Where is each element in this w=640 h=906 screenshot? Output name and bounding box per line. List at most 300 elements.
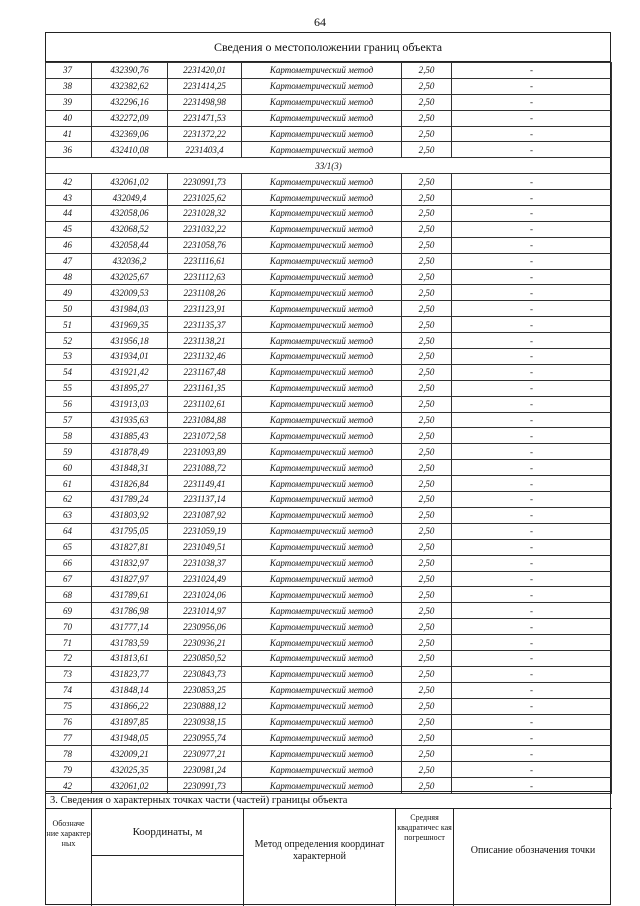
- error: 2,50: [402, 730, 452, 746]
- table-row: [46, 444, 612, 460]
- method: Картометрический метод: [242, 301, 402, 317]
- header-method: Метод определения координат характерной: [244, 809, 396, 906]
- coord-y: 2230938,15: [168, 714, 242, 730]
- description: -: [452, 714, 612, 730]
- coord-x: 431823,77: [92, 666, 168, 682]
- method: Картометрический метод: [242, 603, 402, 619]
- coord-x: 432049,4: [92, 190, 168, 206]
- coord-y: 2231102,61: [168, 396, 242, 412]
- table-row: [46, 460, 612, 476]
- description: -: [452, 396, 612, 412]
- method: Картометрический метод: [242, 269, 402, 285]
- coord-x: 431934,01: [92, 349, 168, 365]
- method: Картометрический метод: [242, 364, 402, 380]
- coord-y: 2231149,41: [168, 476, 242, 492]
- method: Картометрический метод: [242, 285, 402, 301]
- error: 2,50: [402, 396, 452, 412]
- coord-y: 2231084,88: [168, 412, 242, 428]
- error: 2,50: [402, 587, 452, 603]
- table-row: [46, 555, 612, 571]
- error: 2,50: [402, 666, 452, 682]
- coord-y: 2231372,22: [168, 126, 242, 142]
- table-row: [46, 63, 612, 79]
- point-number: 71: [46, 635, 92, 651]
- point-number: 67: [46, 571, 92, 587]
- description: -: [452, 523, 612, 539]
- point-number: 77: [46, 730, 92, 746]
- coord-x: 431895,27: [92, 380, 168, 396]
- coord-y: 2231028,32: [168, 206, 242, 222]
- table-row: [46, 523, 612, 539]
- point-number: 62: [46, 492, 92, 508]
- coord-y: 2230956,06: [168, 619, 242, 635]
- coord-x: 431866,22: [92, 698, 168, 714]
- coord-y: 2231108,26: [168, 285, 242, 301]
- description: -: [452, 619, 612, 635]
- error: 2,50: [402, 63, 452, 79]
- coord-x: 432025,35: [92, 762, 168, 778]
- table-row: [46, 221, 612, 237]
- error: 2,50: [402, 523, 452, 539]
- error: 2,50: [402, 507, 452, 523]
- coord-y: 2231014,97: [168, 603, 242, 619]
- point-number: 38: [46, 78, 92, 94]
- description: -: [452, 571, 612, 587]
- coord-x: 431813,61: [92, 650, 168, 666]
- error: 2,50: [402, 78, 452, 94]
- coord-y: 2231072,58: [168, 428, 242, 444]
- table-row: [46, 301, 612, 317]
- error: 2,50: [402, 142, 452, 158]
- description: -: [452, 63, 612, 79]
- error: 2,50: [402, 253, 452, 269]
- method: Картометрический метод: [242, 110, 402, 126]
- description: -: [452, 412, 612, 428]
- table-row: [46, 94, 612, 110]
- coord-y: 2231138,21: [168, 333, 242, 349]
- method: Картометрический метод: [242, 94, 402, 110]
- point-number: 78: [46, 746, 92, 762]
- table-row: [46, 635, 612, 651]
- coord-y: 2231049,51: [168, 539, 242, 555]
- error: 2,50: [402, 746, 452, 762]
- coord-y: 2230853,25: [168, 682, 242, 698]
- table-row: [46, 682, 612, 698]
- table-row: [46, 269, 612, 285]
- point-number: 54: [46, 364, 92, 380]
- error: 2,50: [402, 349, 452, 365]
- method: Картометрический метод: [242, 333, 402, 349]
- point-number: 49: [46, 285, 92, 301]
- error: 2,50: [402, 650, 452, 666]
- error: 2,50: [402, 460, 452, 476]
- point-number: 70: [46, 619, 92, 635]
- error: 2,50: [402, 714, 452, 730]
- table-row: [46, 587, 612, 603]
- description: -: [452, 698, 612, 714]
- error: 2,50: [402, 762, 452, 778]
- point-number: 64: [46, 523, 92, 539]
- method: Картометрический метод: [242, 190, 402, 206]
- coord-x: 432068,52: [92, 221, 168, 237]
- method: Картометрический метод: [242, 746, 402, 762]
- point-number: 37: [46, 63, 92, 79]
- description: -: [452, 253, 612, 269]
- point-number: 75: [46, 698, 92, 714]
- error: 2,50: [402, 317, 452, 333]
- point-number: 76: [46, 714, 92, 730]
- coord-y: 2231135,37: [168, 317, 242, 333]
- table-row: [46, 507, 612, 523]
- point-number: 63: [46, 507, 92, 523]
- description: -: [452, 237, 612, 253]
- coord-x: 431984,03: [92, 301, 168, 317]
- point-number: 46: [46, 237, 92, 253]
- coord-x: 432061,02: [92, 778, 168, 794]
- coord-x: 431795,05: [92, 523, 168, 539]
- description: -: [452, 666, 612, 682]
- description: -: [452, 460, 612, 476]
- method: Картометрический метод: [242, 126, 402, 142]
- method: Картометрический метод: [242, 730, 402, 746]
- boundary-points-table: [45, 62, 612, 794]
- point-number: 69: [46, 603, 92, 619]
- coord-y: 2231132,46: [168, 349, 242, 365]
- coord-x: 432009,53: [92, 285, 168, 301]
- point-number: 58: [46, 428, 92, 444]
- method: Картометрический метод: [242, 142, 402, 158]
- coord-x: 431956,18: [92, 333, 168, 349]
- error: 2,50: [402, 778, 452, 794]
- table-row: [46, 317, 612, 333]
- point-number: 65: [46, 539, 92, 555]
- table-row: [46, 126, 612, 142]
- description: -: [452, 94, 612, 110]
- method: Картометрический метод: [242, 587, 402, 603]
- coord-x: 431777,14: [92, 619, 168, 635]
- description: -: [452, 492, 612, 508]
- point-number: 73: [46, 666, 92, 682]
- description: -: [452, 380, 612, 396]
- coord-x: 431786,98: [92, 603, 168, 619]
- point-number: 50: [46, 301, 92, 317]
- point-number: 51: [46, 317, 92, 333]
- point-number: 36: [46, 142, 92, 158]
- coord-y: 2231038,37: [168, 555, 242, 571]
- coord-y: 2230981,24: [168, 762, 242, 778]
- error: 2,50: [402, 539, 452, 555]
- table-row: [46, 650, 612, 666]
- coord-y: 2231088,72: [168, 460, 242, 476]
- description: -: [452, 762, 612, 778]
- description: -: [452, 555, 612, 571]
- error: 2,50: [402, 476, 452, 492]
- section3-title: 3. Сведения о характерных точках части (частей) границы объекта: [46, 791, 612, 809]
- method: Картометрический метод: [242, 635, 402, 651]
- description: -: [452, 285, 612, 301]
- table-row: [46, 110, 612, 126]
- table-row: [46, 666, 612, 682]
- subheader-label: 3З/1(3): [46, 158, 612, 174]
- table-row: [46, 237, 612, 253]
- header-error: Средняя квадратичес кая погрешност: [396, 809, 454, 906]
- table-row: [46, 364, 612, 380]
- section3-table-header: [46, 809, 612, 906]
- error: 2,50: [402, 126, 452, 142]
- description: -: [452, 317, 612, 333]
- point-number: 52: [46, 333, 92, 349]
- method: Картометрический метод: [242, 698, 402, 714]
- method: Картометрический метод: [242, 682, 402, 698]
- method: Картометрический метод: [242, 206, 402, 222]
- description: -: [452, 349, 612, 365]
- table-row: [46, 285, 612, 301]
- description: -: [452, 635, 612, 651]
- method: Картометрический метод: [242, 571, 402, 587]
- description: -: [452, 78, 612, 94]
- coord-y: 2230977,21: [168, 746, 242, 762]
- table-row: [46, 746, 612, 762]
- table-row: [46, 174, 612, 190]
- method: Картометрический метод: [242, 762, 402, 778]
- point-number: 45: [46, 221, 92, 237]
- method: Картометрический метод: [242, 349, 402, 365]
- coord-y: 2231420,01: [168, 63, 242, 79]
- description: -: [452, 603, 612, 619]
- coord-y: 2230991,73: [168, 778, 242, 794]
- method: Картометрический метод: [242, 476, 402, 492]
- method: Картометрический метод: [242, 460, 402, 476]
- error: 2,50: [402, 110, 452, 126]
- description: -: [452, 333, 612, 349]
- section-title: Сведения о местоположении границ объекта: [46, 33, 610, 62]
- header-coordinates: [92, 809, 244, 906]
- coord-y: 2231024,06: [168, 587, 242, 603]
- table-row: [46, 730, 612, 746]
- point-number: 72: [46, 650, 92, 666]
- error: 2,50: [402, 492, 452, 508]
- error: 2,50: [402, 380, 452, 396]
- error: 2,50: [402, 682, 452, 698]
- coord-y: 2230955,74: [168, 730, 242, 746]
- coord-y: 2231161,35: [168, 380, 242, 396]
- coord-x: 432382,62: [92, 78, 168, 94]
- description: -: [452, 110, 612, 126]
- coord-y: 2231093,89: [168, 444, 242, 460]
- method: Картометрический метод: [242, 396, 402, 412]
- error: 2,50: [402, 364, 452, 380]
- point-number: 60: [46, 460, 92, 476]
- error: 2,50: [402, 237, 452, 253]
- point-number: 47: [46, 253, 92, 269]
- error: 2,50: [402, 94, 452, 110]
- error: 2,50: [402, 174, 452, 190]
- coord-x: 431827,81: [92, 539, 168, 555]
- point-number: 74: [46, 682, 92, 698]
- coord-y: 2231123,91: [168, 301, 242, 317]
- table-row: [46, 78, 612, 94]
- error: 2,50: [402, 555, 452, 571]
- coord-x: 431789,24: [92, 492, 168, 508]
- table-row: [46, 333, 612, 349]
- point-number: 48: [46, 269, 92, 285]
- coord-y: 2231498,98: [168, 94, 242, 110]
- method: Картометрический метод: [242, 523, 402, 539]
- method: Картометрический метод: [242, 412, 402, 428]
- table-row: [46, 476, 612, 492]
- coord-y: 2230850,52: [168, 650, 242, 666]
- method: Картометрический метод: [242, 237, 402, 253]
- table-row: [46, 762, 612, 778]
- coord-x: 432009,21: [92, 746, 168, 762]
- description: -: [452, 778, 612, 794]
- description: -: [452, 221, 612, 237]
- error: 2,50: [402, 412, 452, 428]
- coord-x: 431848,14: [92, 682, 168, 698]
- table-row: [46, 253, 612, 269]
- error: 2,50: [402, 190, 452, 206]
- coord-y: 2231471,53: [168, 110, 242, 126]
- table-row: [46, 603, 612, 619]
- error: 2,50: [402, 428, 452, 444]
- method: Картометрический метод: [242, 619, 402, 635]
- header-description: Описание обозначения точки: [470, 845, 596, 856]
- coord-x: 431885,43: [92, 428, 168, 444]
- error: 2,50: [402, 698, 452, 714]
- coord-y: 2231414,25: [168, 78, 242, 94]
- method: Картометрический метод: [242, 507, 402, 523]
- coord-x: 431913,03: [92, 396, 168, 412]
- coord-x: 432410,08: [92, 142, 168, 158]
- error: 2,50: [402, 635, 452, 651]
- coord-y: 2231112,63: [168, 269, 242, 285]
- table-row: [46, 380, 612, 396]
- coord-x: 432061,02: [92, 174, 168, 190]
- coord-x: 431921,42: [92, 364, 168, 380]
- error: 2,50: [402, 603, 452, 619]
- coord-y: 2231059,19: [168, 523, 242, 539]
- point-number: 44: [46, 206, 92, 222]
- error: 2,50: [402, 619, 452, 635]
- point-number: 43: [46, 190, 92, 206]
- table-row: [46, 619, 612, 635]
- description: -: [452, 650, 612, 666]
- point-number: 59: [46, 444, 92, 460]
- description: -: [452, 730, 612, 746]
- coord-x: 431878,49: [92, 444, 168, 460]
- coord-x: 431969,35: [92, 317, 168, 333]
- description: -: [452, 190, 612, 206]
- coord-y: 2230843,73: [168, 666, 242, 682]
- error: 2,50: [402, 221, 452, 237]
- method: Картометрический метод: [242, 380, 402, 396]
- description: -: [452, 364, 612, 380]
- coord-x: 432272,09: [92, 110, 168, 126]
- point-number: 79: [46, 762, 92, 778]
- coord-y: 2230936,21: [168, 635, 242, 651]
- table-row: [46, 190, 612, 206]
- coord-y: 2231167,48: [168, 364, 242, 380]
- error: 2,50: [402, 571, 452, 587]
- description: -: [452, 206, 612, 222]
- coord-x: 432390,76: [92, 63, 168, 79]
- point-number: 56: [46, 396, 92, 412]
- coord-x: 431848,31: [92, 460, 168, 476]
- coord-x: 431803,92: [92, 507, 168, 523]
- method: Картометрический метод: [242, 539, 402, 555]
- method: Картометрический метод: [242, 428, 402, 444]
- description: -: [452, 746, 612, 762]
- coord-y: 2231116,61: [168, 253, 242, 269]
- method: Картометрический метод: [242, 714, 402, 730]
- description: -: [452, 507, 612, 523]
- coord-x: 431948,05: [92, 730, 168, 746]
- point-number: 53: [46, 349, 92, 365]
- method: Картометрический метод: [242, 317, 402, 333]
- description: -: [452, 142, 612, 158]
- table-row: [46, 571, 612, 587]
- table-row: [46, 206, 612, 222]
- description: -: [452, 682, 612, 698]
- method: Картометрический метод: [242, 444, 402, 460]
- error: 2,50: [402, 444, 452, 460]
- table-row: [46, 142, 612, 158]
- table-row: [46, 428, 612, 444]
- method: Картометрический метод: [242, 253, 402, 269]
- error: 2,50: [402, 269, 452, 285]
- header-point-designation: Обозначе ние характер ных: [46, 809, 92, 906]
- description: -: [452, 301, 612, 317]
- description: -: [452, 444, 612, 460]
- table-subheader-row: [46, 158, 612, 174]
- description: -: [452, 587, 612, 603]
- coord-x: 431832,97: [92, 555, 168, 571]
- coord-y: 2231058,76: [168, 237, 242, 253]
- table-row: [46, 396, 612, 412]
- document-frame: [45, 32, 611, 905]
- coord-x: 432058,44: [92, 237, 168, 253]
- point-number: 42: [46, 174, 92, 190]
- point-number: 68: [46, 587, 92, 603]
- method: Картометрический метод: [242, 78, 402, 94]
- description: -: [452, 126, 612, 142]
- coord-y: 2231087,92: [168, 507, 242, 523]
- table-body-part-b: [46, 174, 612, 794]
- description: -: [452, 539, 612, 555]
- point-number: 57: [46, 412, 92, 428]
- method: Картометрический метод: [242, 63, 402, 79]
- method: Картометрический метод: [242, 492, 402, 508]
- method: Картометрический метод: [242, 221, 402, 237]
- page-number: 64: [314, 15, 326, 29]
- coord-y: 2230991,73: [168, 174, 242, 190]
- description: -: [452, 476, 612, 492]
- coord-x: 431827,97: [92, 571, 168, 587]
- table-row: [46, 492, 612, 508]
- point-number: 42: [46, 778, 92, 794]
- error: 2,50: [402, 206, 452, 222]
- table-row: [46, 412, 612, 428]
- description: -: [452, 428, 612, 444]
- description: -: [452, 174, 612, 190]
- coord-x: 431826,84: [92, 476, 168, 492]
- error: 2,50: [402, 333, 452, 349]
- method: Картометрический метод: [242, 555, 402, 571]
- coord-x: 432036,2: [92, 253, 168, 269]
- coord-y: 2231032,22: [168, 221, 242, 237]
- method: Картометрический метод: [242, 778, 402, 794]
- method: Картометрический метод: [242, 174, 402, 190]
